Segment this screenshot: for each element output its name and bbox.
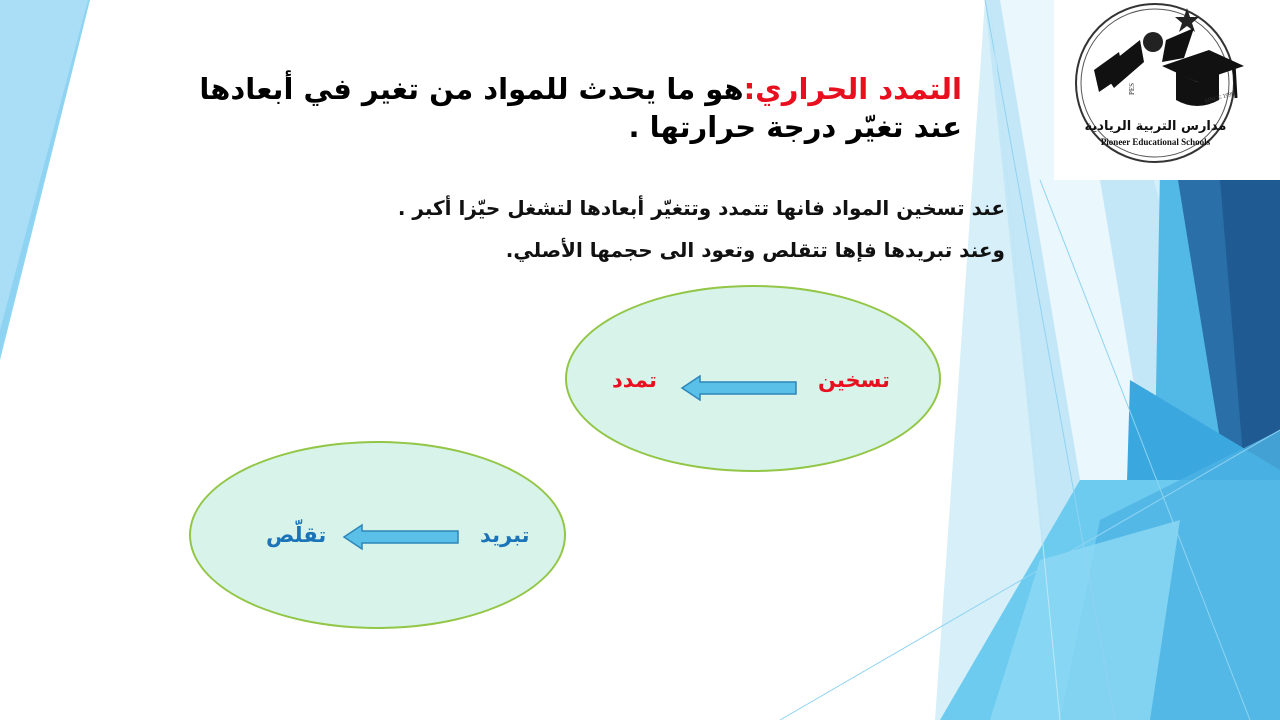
school-logo [1054,0,1280,180]
cooling-label: تبريد [480,523,530,547]
title-line-1 [142,70,962,108]
title-definition: هو ما يحدث للمواد من تغير في أبعادها [199,72,744,106]
logo-arabic-name: مدارس التربية الريادية [1084,119,1227,134]
left-arrow-icon [680,374,800,402]
contraction-label: تقلّص [266,523,327,547]
body-line-2: وعند تبريدها فإها تتقلص وتعود الى حجمها الأصلي. [505,238,1005,262]
expansion-label: تمدد [612,368,657,392]
logo-since-text: SINCE 1996 [1203,91,1236,105]
left-arrow-icon [342,523,462,551]
title-line-2: عند تغيّر درجة حرارتها . [628,110,962,144]
slide-title [142,70,962,146]
logo-initials-text: PES [1128,82,1136,95]
title-term: التمدد الحراري: [743,72,962,106]
heating-label: تسخين [818,368,890,392]
body-line-1: عند تسخين المواد فانها تتمدد وتتغيّر أبعادها لتشغل حيّزا أكبر . [397,196,1005,220]
logo-english-name: Pioneer Educational Schools [1100,137,1211,147]
